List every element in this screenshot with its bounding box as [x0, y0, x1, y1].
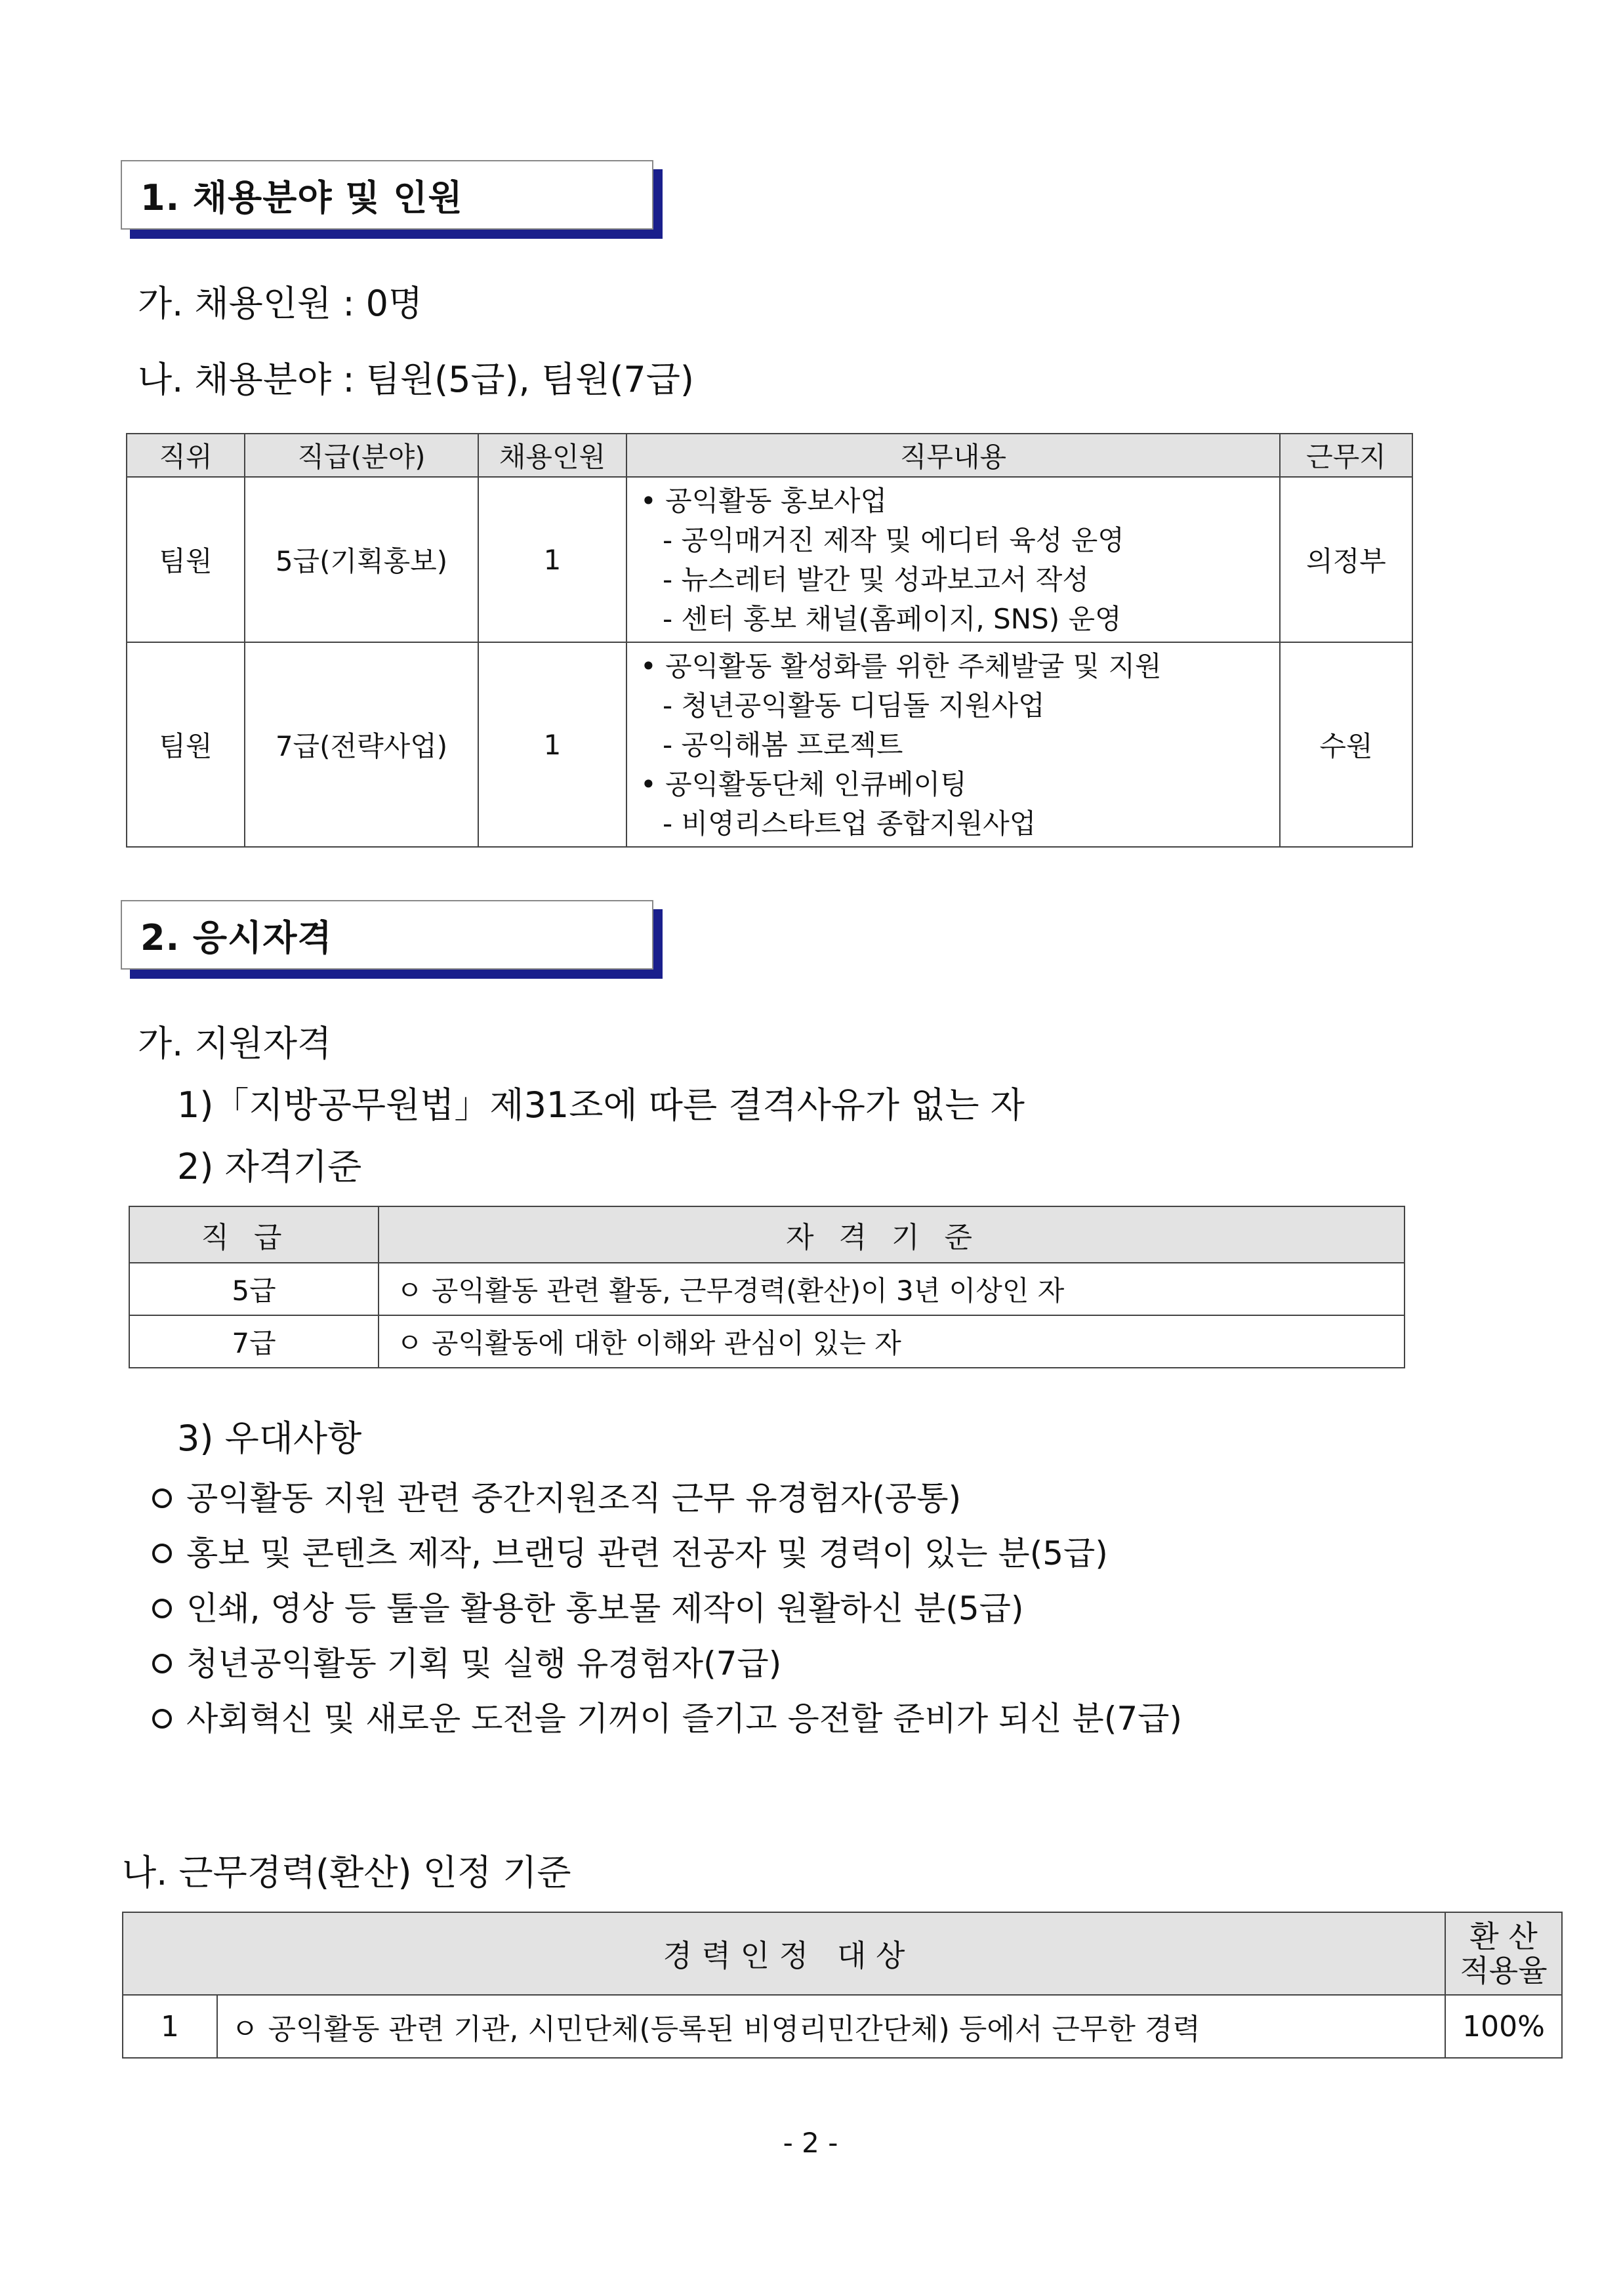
recruit-field-line: 나. 채용분야 : 팀원(5급), 팀원(7급) — [138, 359, 694, 400]
duty-item: • 공익활동 홍보사업 — [640, 485, 888, 517]
cell-location: 의정부 — [1280, 477, 1412, 642]
cell-duties — [626, 477, 1280, 642]
table-row — [123, 1995, 1562, 2058]
cell-criteria: ㅇ 공익활동 관련 활동, 근무경력(환산)이 3년 이상인 자 — [379, 1263, 1405, 1315]
duty-subitem: - 뉴스레터 발간 및 성과보고서 작성 — [663, 564, 1089, 596]
preference-item: 사회혁신 및 새로운 도전을 기꺼이 즐기고 응전할 준비가 되신 분(7급) — [152, 1692, 1182, 1740]
header-duties: 직무내용 — [626, 434, 1280, 477]
cell-target: ㅇ 공익활동 관련 기관, 시민단체(등록된 비영리민간단체) 등에서 근무한 경력 — [217, 1995, 1445, 2058]
preference-item: 홍보 및 콘텐츠 제작, 브랜딩 관련 전공자 및 경력이 있는 분(5급) — [152, 1527, 1108, 1574]
table-header-row — [127, 434, 1412, 477]
header-grade: 직급(분야) — [245, 434, 478, 477]
table-row — [127, 642, 1412, 847]
cell-position: 팀원 — [127, 477, 245, 642]
duty-subitem: - 공익매거진 제작 및 에디터 육성 운영 — [663, 524, 1124, 556]
circle-bullet-icon — [152, 1599, 172, 1618]
section1-heading — [121, 160, 653, 230]
cell-location: 수원 — [1280, 642, 1412, 847]
table-header-row — [123, 1912, 1562, 1995]
header-location: 근무지 — [1280, 434, 1412, 477]
circle-bullet-icon — [152, 1654, 172, 1673]
eligibility-line: 가. 지원자격 — [138, 1023, 332, 1064]
preference-item: 청년공익활동 기획 및 실행 유경험자(7급) — [152, 1637, 781, 1685]
header-conversion-rate: 환 산 적용율 — [1445, 1912, 1562, 1995]
table-row — [129, 1315, 1405, 1368]
cell-grade: 7급 — [129, 1315, 379, 1368]
page-number: - 2 - — [783, 2127, 838, 2159]
table-row — [129, 1263, 1405, 1315]
header-grade: 직급 — [129, 1206, 379, 1263]
preference-item: 인쇄, 영상 등 툴을 활용한 홍보물 제작이 원활하신 분(5급) — [152, 1582, 1023, 1630]
recruit-count-line: 가. 채용인원 : 0명 — [138, 283, 423, 324]
circle-bullet-icon — [152, 1488, 172, 1508]
recruitment-table — [126, 433, 1413, 848]
duty-subitem: - 비영리스타트업 종합지원사업 — [663, 808, 1036, 840]
header-count: 채용인원 — [478, 434, 626, 477]
duty-subitem: - 공익해봄 프로젝트 — [663, 729, 903, 761]
eligibility-item-3: 3) 우대사항 — [177, 1418, 362, 1459]
cell-grade: 7급(전략사업) — [245, 642, 478, 847]
section1-title: 1. 채용분야 및 인원 — [140, 176, 463, 218]
cell-no: 1 — [123, 1995, 217, 2058]
duty-subitem: - 청년공익활동 디딤돌 지원사업 — [663, 689, 1045, 722]
qualification-table — [129, 1206, 1405, 1368]
career-criteria-line: 나. 근무경력(환산) 인정 기준 — [122, 1852, 571, 1893]
cell-rate: 100% — [1445, 1995, 1562, 2058]
header-criteria: 자격기준 — [379, 1206, 1405, 1263]
circle-bullet-icon — [152, 1709, 172, 1729]
cell-duties — [626, 642, 1280, 847]
cell-position: 팀원 — [127, 642, 245, 847]
header-career-target: 경 력 인 정 대 상 — [123, 1912, 1445, 1995]
career-table — [122, 1912, 1563, 2059]
preference-item: 공익활동 지원 관련 중간지원조직 근무 유경험자(공통) — [152, 1472, 961, 1519]
header-position: 직위 — [127, 434, 245, 477]
section2-title: 2. 응시자격 — [140, 916, 333, 958]
eligibility-item-2: 2) 자격기준 — [177, 1146, 362, 1187]
cell-count: 1 — [478, 642, 626, 847]
table-row — [127, 477, 1412, 642]
cell-count: 1 — [478, 477, 626, 642]
duty-item: • 공익활동단체 인큐베이팅 — [640, 768, 967, 800]
cell-grade: 5급(기획홍보) — [245, 477, 478, 642]
duty-item: • 공익활동 활성화를 위한 주체발굴 및 지원 — [640, 650, 1162, 682]
cell-criteria: ㅇ 공익활동에 대한 이해와 관심이 있는 자 — [379, 1315, 1405, 1368]
circle-bullet-icon — [152, 1544, 172, 1563]
table-header-row — [129, 1206, 1405, 1263]
section2-heading — [121, 900, 653, 970]
duty-subitem: - 센터 홍보 채널(홈페이지, SNS) 운영 — [663, 603, 1122, 635]
cell-grade: 5급 — [129, 1263, 379, 1315]
eligibility-item-1: 1)「지방공무원법」제31조에 따른 결격사유가 없는 자 — [177, 1084, 1025, 1126]
